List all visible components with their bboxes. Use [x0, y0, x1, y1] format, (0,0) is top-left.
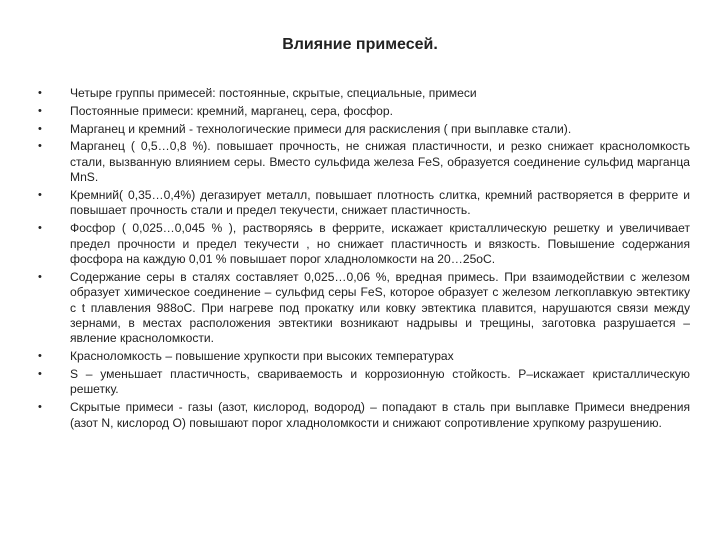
bullet-icon: • — [38, 222, 42, 235]
list-item — [38, 139, 690, 185]
list-item-text: S – уменьшает пластичность, свариваемость и коррозионную стойкость. P–искажает кристаллическую решетку. — [70, 367, 690, 397]
bullet-icon: • — [38, 350, 42, 363]
bullet-icon: • — [38, 122, 42, 135]
list-item — [38, 122, 690, 137]
list-item — [38, 349, 690, 364]
bullet-icon: • — [38, 140, 42, 153]
list-item — [38, 367, 690, 398]
bullet-icon: • — [38, 401, 42, 414]
list-item — [38, 104, 690, 119]
list-item — [38, 221, 690, 267]
list-item-text: Марганец и кремний - технологические примеси для раскисления ( при выплавке стали). — [70, 121, 572, 136]
bullet-icon: • — [38, 368, 42, 381]
list-item — [38, 188, 690, 219]
list-item — [38, 86, 690, 101]
list-item-text: Марганец ( 0,5…0,8 %). повышает прочность, не снижая пластичности, и резко снижает красноломкость стали, вызванную влиянием серы. Вместо сульфида железа FeS, образуется соединение сульфид марганца MnS. — [70, 139, 690, 185]
bullet-icon: • — [38, 270, 42, 283]
bullet-icon: • — [38, 189, 42, 201]
list-item — [38, 270, 690, 347]
list-item-text: Фосфор ( 0,025…0,045 % ), растворяясь в феррите, искажает кристаллическую решетку и увеличивает предел прочности и предел текучести , но снижает пластичность и вязкость. Повышение содержания фосфора на каждую 0,01 % повышает порог хладноломкости на 20…25oC. — [70, 221, 690, 267]
list-item-text: Содержание серы в сталях составляет 0,025…0,06 %, вредная примесь. При взаимодействии с железом образует химическое соединение – сульфид серы FeS, которое образует с железом легкоплавкую эвтектику с t плавления 988oC. При нагреве под прокатку или ковку эвтектика плавится, нарушаются связи между зернами, в местах расположения эвтектики возникают надрывы и трещины, заготовка разрушается – явление красноломкости. — [70, 269, 690, 346]
list-item-text: Четыре группы примесей: постоянные, скрытые, специальные, примеси — [70, 86, 477, 100]
list-item-text: Скрытые примеси - газы (азот, кислород, водород) – попадают в сталь при выплавке Примеси внедрения (азот N, кислород O) повышают порог хладноломкости и снижают сопротивление хрупкому разрушению. — [70, 400, 690, 430]
list-item — [38, 400, 690, 431]
list-item-text: Постоянные примеси: кремний, марганец, сера, фосфор. — [70, 103, 393, 118]
bullet-icon: • — [38, 104, 42, 117]
bullet-icon: • — [38, 87, 42, 99]
list-item-text: Кремний( 0,35…0,4%) дегазирует металл, повышает плотность слитка, кремний растворяется в феррите и повышает прочность стали и предел текучести, снижает пластичность. — [70, 188, 690, 218]
list-item-text: Красноломкость – повышение хрупкости при высоких температурах — [70, 349, 454, 364]
bullet-list — [38, 86, 690, 433]
slide-title: Влияние примесей. — [282, 36, 438, 53]
